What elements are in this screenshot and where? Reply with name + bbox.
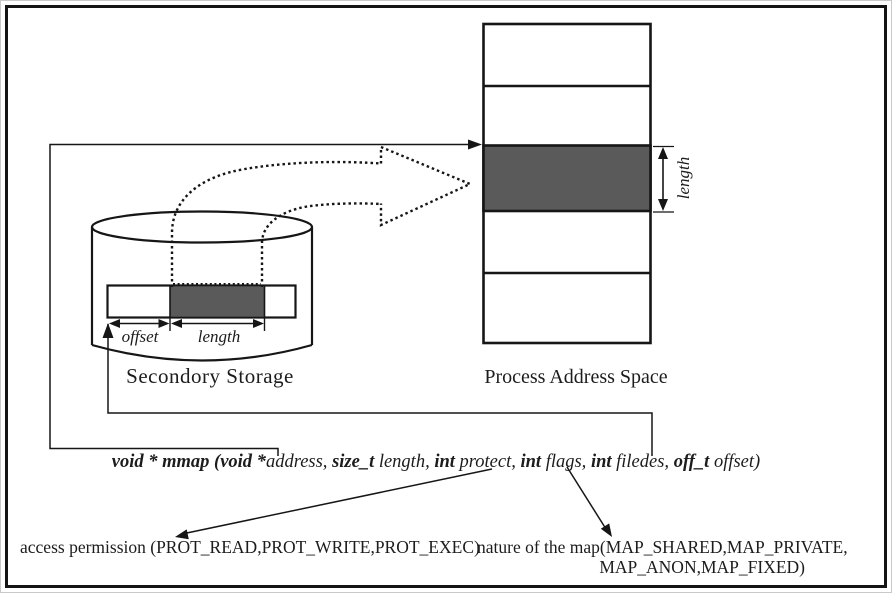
process-address-space	[484, 24, 651, 343]
mmap-signature	[86, 452, 786, 473]
cylinder-bottom-arc	[92, 345, 312, 361]
flags-annotation-line	[567, 467, 606, 529]
signature-part: offset)	[713, 452, 761, 472]
flags-annotation-arrowhead	[601, 523, 612, 537]
signature-part: int	[520, 452, 546, 472]
mapped-file-region	[170, 286, 265, 318]
dotted-arrow-head	[381, 147, 470, 225]
signature-part: int	[590, 452, 617, 472]
signature-part: flags,	[545, 452, 591, 472]
pas-length-label: length	[674, 156, 693, 200]
signature-part: int	[434, 452, 460, 472]
access-permission-annotation: access permission (PROT_READ,PROT_WRITE,PROT_EXEC)	[20, 537, 480, 557]
signature-part: off_t	[673, 452, 714, 472]
signature-part: protect,	[459, 452, 521, 472]
signature-part: address,	[265, 452, 333, 472]
nature-of-map-line2: MAP_ANON,MAP_FIXED)	[599, 557, 805, 578]
storage-length-label: length	[197, 327, 241, 346]
signature-part: void * mmap (void *	[111, 452, 266, 472]
signature-part: length,	[378, 452, 435, 472]
mapped-memory-segment	[484, 146, 651, 212]
signature-part: filedes,	[616, 452, 674, 472]
signature-part: size_t	[332, 452, 379, 472]
process-address-space-label: Process Address Space	[484, 366, 668, 388]
secondary-storage-label: Secondory Storage	[126, 364, 294, 388]
nature-of-map-line1: nature of the map(MAP_SHARED,MAP_PRIVATE,	[477, 537, 848, 557]
address-connector-arrowhead	[468, 140, 482, 150]
offset-label: offset	[121, 327, 159, 346]
nature-of-map-annotation	[477, 537, 848, 578]
protect-annotation-line	[182, 469, 492, 534]
